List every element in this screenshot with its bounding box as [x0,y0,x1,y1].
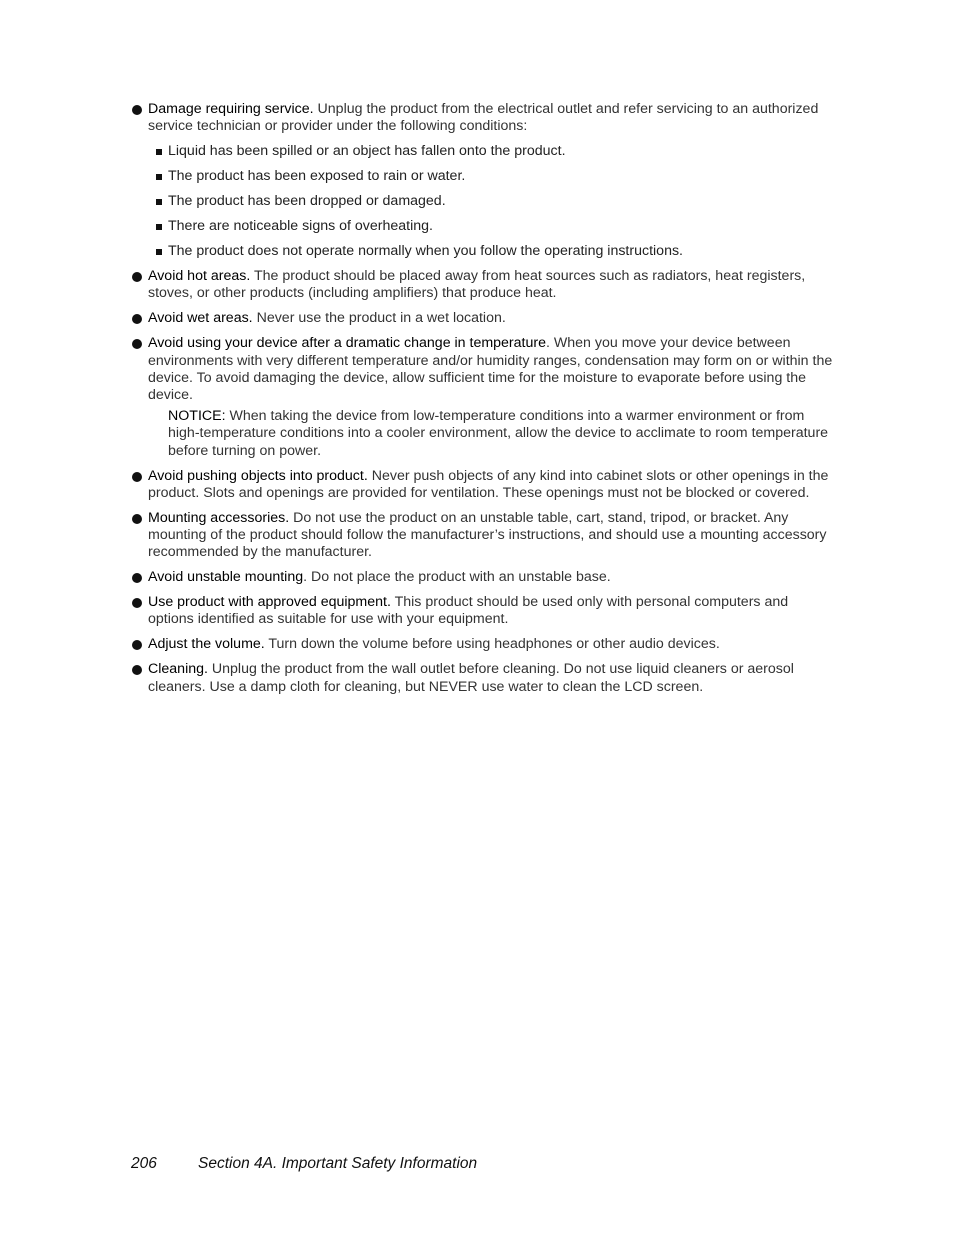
item-lead: Avoid wet areas. [148,310,253,327]
item-lead: Avoid using your device after a dramatic change in temperature [148,335,546,352]
bullet-icon [132,339,142,349]
list-item-avoid-wet-areas [131,310,837,327]
item-lead: Cleaning. [148,661,208,678]
list-item-avoid-pushing-objects [131,468,837,502]
bullet-icon [132,105,142,115]
item-body: Unplug the product from the electrical outlet and refer servicing to an authorized service technician or provider under the following conditions: [148,101,819,135]
list-item-damage-requiring-service [131,101,837,260]
item-body: Do not use the product on an unstable table, cart, stand, tripod, or bracket. Any mounting of the product should follow the manufacturer’s instructions, and should use a mounting accessory recommended by the manufacturer. [148,509,827,561]
square-bullet-icon [156,199,162,205]
item-body: The product should be placed away from heat sources such as radiators, heat registers, stoves, or other products (including amplifiers) that produce heat. [148,268,806,302]
item-body: This product should be used only with personal computers and options identified as suitable for use with your equipment. [148,594,789,628]
bullet-icon [132,514,142,524]
bullet-icon [132,665,142,675]
item-body: . When you move your device between environments with very different temperature and/or humidity ranges, condensation may form on or within the device. To avoid damaging the device, allow sufficient time for the moisture to evaporate before using the device. [148,335,833,404]
list-item-cleaning [131,661,837,695]
item-lead: Use product with approved equipment. [148,594,391,611]
square-bullet-icon [156,174,162,180]
sub-list-item [148,143,837,160]
sub-list-item [148,168,837,185]
item-body: . Do not place the product with an unstable base. [303,569,611,586]
bullet-icon [132,272,142,282]
bullet-icon [132,573,142,583]
sub-item-text: The product has been exposed to rain or water. [168,168,466,185]
square-bullet-icon [156,224,162,230]
notice-block [148,408,837,460]
bullet-icon [132,472,142,482]
bullet-icon [132,314,142,324]
item-lead: Avoid unstable mounting [148,569,304,586]
list-item-adjust-volume [131,636,837,653]
item-lead: Avoid hot areas. [148,268,251,285]
list-item-mounting-accessories [131,510,837,562]
list-item-temperature-change [131,335,837,459]
condition-list [148,143,837,260]
item-lead: Mounting accessories. [148,509,290,526]
sub-item-text: The product does not operate normally when you follow the operating instructions. [168,243,683,260]
item-lead: Damage requiring service. [148,101,314,117]
item-body: Never use the product in a wet location. [252,310,506,327]
list-item-avoid-hot-areas [131,268,837,302]
item-lead: Adjust the volume. [148,636,265,653]
list-item-approved-equipment [131,594,837,628]
section-title: Section 4A. Important Safety Information [198,1155,478,1172]
item-body: Never push objects of any kind into cabinet slots or other openings in the product. Slots and openings are provided for ventilation. These openings must not be blocked or covered. [148,467,829,501]
notice-text: When taking the device from low-temperature conditions into a warmer environment or from high-temperature conditions into a cooler environment, allow the device to acclimate to room temperature before turning on power. [168,408,829,459]
notice-label: NOTICE: [168,408,226,425]
sub-list-item [148,218,837,235]
bullet-icon [132,598,142,608]
sub-item-text: There are noticeable signs of overheating. [168,218,433,235]
safety-content [131,101,837,704]
sub-item-text: The product has been dropped or damaged. [168,193,446,210]
square-bullet-icon [156,249,162,255]
list-item-avoid-unstable-mounting [131,569,837,586]
item-body: Unplug the product from the wall outlet before cleaning. Do not use liquid cleaners or aerosol cleaners. Use a damp cloth for cleaning, but NEVER use water to clean the LCD screen. [148,661,794,695]
square-bullet-icon [156,149,162,155]
sub-list-item [148,193,837,210]
sub-list-item [148,243,837,260]
page-number: 206 [131,1155,157,1172]
item-lead: Avoid pushing objects into product. [148,467,368,484]
sub-item-text: Liquid has been spilled or an object has fallen onto the product. [168,143,566,160]
bullet-icon [132,640,142,650]
item-body: Turn down the volume before using headphones or other audio devices. [264,636,720,653]
